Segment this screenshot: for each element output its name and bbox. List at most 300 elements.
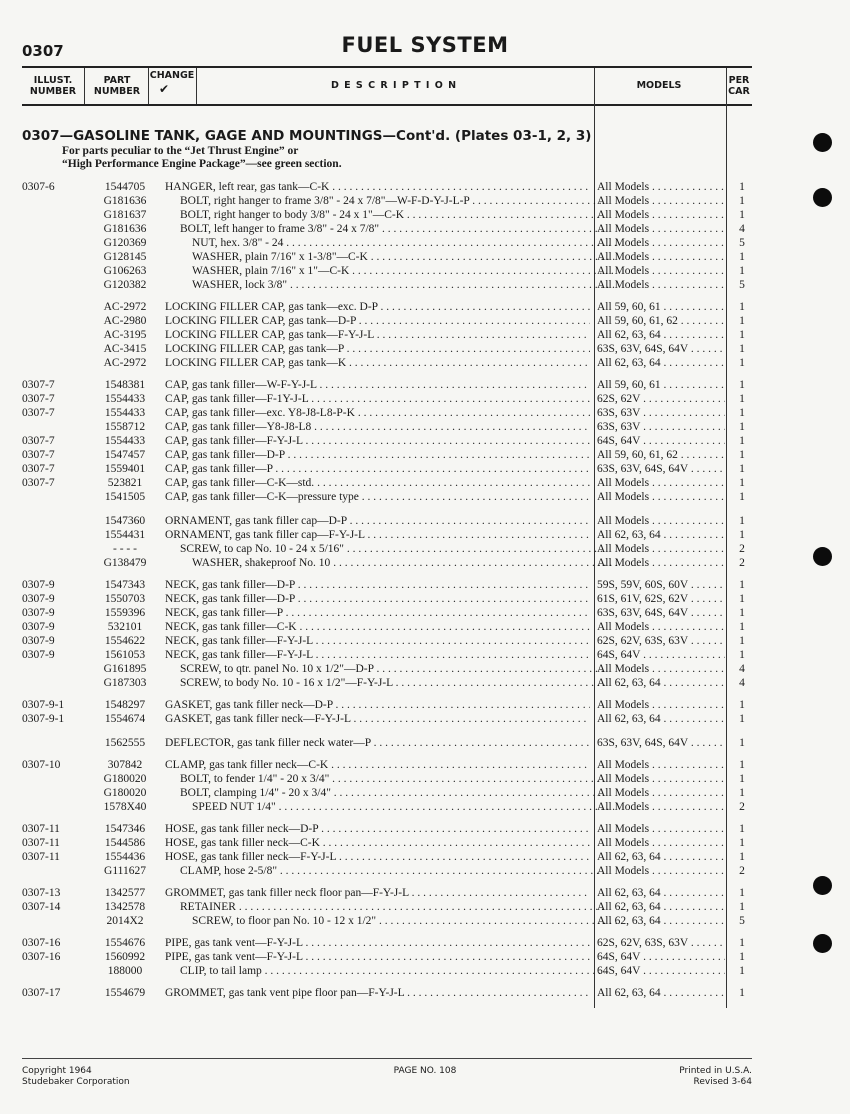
models: All Models . . . xyxy=(597,800,725,814)
per-car: 1 xyxy=(739,329,745,341)
per-car: 1 xyxy=(739,477,745,489)
models: All Models . . . xyxy=(597,514,725,528)
part-number: 1554674 xyxy=(104,713,146,725)
table-row xyxy=(0,936,850,950)
per-car: 1 xyxy=(739,407,745,419)
illust-number: 0307-11 xyxy=(22,823,60,835)
per-car: 1 xyxy=(739,379,745,391)
table-row xyxy=(0,648,850,662)
models: All 62, 63, 64 . . . xyxy=(597,328,725,342)
table-row xyxy=(0,914,850,928)
illust-number: 0307-13 xyxy=(22,887,61,899)
illust-number: 0307-7 xyxy=(22,463,55,475)
part-number: G180020 xyxy=(103,773,147,785)
check-mark-icon: ✔ xyxy=(158,82,170,96)
illust-number: 0307-16 xyxy=(22,951,61,963)
illust-number: 0307-9 xyxy=(22,635,55,647)
table-row xyxy=(0,864,850,878)
table-row xyxy=(0,222,850,236)
per-car: 1 xyxy=(739,699,745,711)
per-car: 1 xyxy=(739,209,745,221)
part-number: 1554433 xyxy=(104,435,146,447)
description: CAP, gas tank filler—P . . . xyxy=(165,462,590,476)
table-row xyxy=(0,662,850,676)
description: LOCKING FILLER CAP, gas tank—D-P . . . xyxy=(165,314,590,328)
models: All Models . . . xyxy=(597,758,725,772)
table-row xyxy=(0,836,850,850)
per-car: 2 xyxy=(739,801,745,813)
part-number: G128145 xyxy=(103,251,147,263)
table-row xyxy=(0,476,850,490)
table-row xyxy=(0,208,850,222)
models: All Models . . . xyxy=(597,772,725,786)
part-number: 307842 xyxy=(107,759,143,771)
illust-header: ILLUST. NUMBER xyxy=(29,75,77,97)
part-number: G138479 xyxy=(103,557,147,569)
models: All 62, 63, 64 . . . xyxy=(597,900,725,914)
per-car: 1 xyxy=(739,515,745,527)
table-row xyxy=(0,250,850,264)
models: All 62, 63, 64 . . . xyxy=(597,528,725,542)
models: All Models . . . xyxy=(597,864,725,878)
per-car: 4 xyxy=(739,677,745,689)
part-number: 1561053 xyxy=(104,649,146,661)
illust-number: 0307-10 xyxy=(22,759,61,771)
part-number: AC-2972 xyxy=(103,357,147,369)
per-car: 1 xyxy=(739,195,745,207)
table-row xyxy=(0,448,850,462)
per-car: 5 xyxy=(739,915,745,927)
part-number: 1554622 xyxy=(104,635,146,647)
models: All 62, 63, 64 . . . xyxy=(597,712,725,726)
models: 63S, 63V, 64S, 64V . . . xyxy=(597,342,725,356)
description: NECK, gas tank filler—C-K . . . xyxy=(165,620,590,634)
description: BOLT, right hanger to body 3/8" - 24 x 1"—C-K . . . xyxy=(165,208,605,222)
description-header: D E S C R I P T I O N xyxy=(330,80,458,91)
per-car: 4 xyxy=(739,663,745,675)
part-number: 1544705 xyxy=(104,181,146,193)
part-number: G181636 xyxy=(103,223,147,235)
table-row xyxy=(0,194,850,208)
models: All Models . . . xyxy=(597,194,725,208)
part-number: 1562555 xyxy=(104,737,146,749)
table-row xyxy=(0,886,850,900)
models: 63S, 63V . . . xyxy=(597,406,725,420)
per-car: 5 xyxy=(739,237,745,249)
description: NECK, gas tank filler—P . . . xyxy=(165,606,590,620)
binder-hole xyxy=(813,133,832,152)
description: ORNAMENT, gas tank filler cap—D-P . . . xyxy=(165,514,590,528)
models: All Models . . . xyxy=(597,222,725,236)
table-row xyxy=(0,328,850,342)
part-number: G111627 xyxy=(104,865,146,877)
part-number: 523821 xyxy=(107,477,143,489)
illust-number: 0307-14 xyxy=(22,901,61,913)
models: All Models . . . xyxy=(597,556,725,570)
illust-number: 0307-11 xyxy=(22,837,60,849)
table-row xyxy=(0,462,850,476)
part-number: 1547360 xyxy=(104,515,146,527)
per-car: 1 xyxy=(739,951,745,963)
per-car: 2 xyxy=(739,557,745,569)
table-row xyxy=(0,698,850,712)
table-row xyxy=(0,314,850,328)
per-car: 1 xyxy=(739,607,745,619)
illust-number: 0307-9 xyxy=(22,649,55,661)
part-number: 1558712 xyxy=(104,421,146,433)
models: 63S, 63V, 64S, 64V . . . xyxy=(597,736,725,750)
models: 61S, 61V, 62S, 62V . . . xyxy=(597,592,725,606)
part-number: AC-2980 xyxy=(103,315,147,327)
description: PIPE, gas tank vent—F-Y-J-L . . . xyxy=(165,950,590,964)
table-row xyxy=(0,300,850,314)
models: 64S, 64V . . . xyxy=(597,434,725,448)
per-car: 1 xyxy=(739,181,745,193)
part-number: 1559401 xyxy=(104,463,146,475)
per-car: 1 xyxy=(739,737,745,749)
footer-printed: Printed in U.S.A. Revised 3-64 xyxy=(679,1066,752,1087)
table-row xyxy=(0,180,850,194)
table-row xyxy=(0,490,850,504)
table-row xyxy=(0,278,850,292)
part-number: 1547343 xyxy=(104,579,146,591)
models: All Models . . . xyxy=(597,786,725,800)
part-number: AC-3415 xyxy=(103,343,147,355)
table-row xyxy=(0,950,850,964)
per-car: 1 xyxy=(739,773,745,785)
part-number: 1550703 xyxy=(104,593,146,605)
description: WASHER, shakeproof No. 10 . . . xyxy=(165,556,617,570)
per-car: 1 xyxy=(739,901,745,913)
per-car: 1 xyxy=(739,357,745,369)
models: 63S, 63V, 64S, 64V . . . xyxy=(597,606,725,620)
part-number: 1342577 xyxy=(104,887,146,899)
table-row xyxy=(0,420,850,434)
table-row xyxy=(0,378,850,392)
models: All 59, 60, 61, 62 . . . xyxy=(597,448,725,462)
description: LOCKING FILLER CAP, gas tank—P . . . xyxy=(165,342,590,356)
divider xyxy=(196,68,197,104)
models: All 59, 60, 61, 62 . . . xyxy=(597,314,725,328)
description: WASHER, plain 7/16" x 1"—C-K . . . xyxy=(165,264,617,278)
models: All 62, 63, 64 . . . xyxy=(597,914,725,928)
description: BOLT, right hanger to frame 3/8" - 24 x 7/8"—W-F-D-Y-J-L-P . . . xyxy=(165,194,605,208)
column-header xyxy=(22,66,752,106)
per-car: 1 xyxy=(739,937,745,949)
per-car: 4 xyxy=(739,223,745,235)
per-car: 1 xyxy=(739,491,745,503)
per-car: 1 xyxy=(739,343,745,355)
table-row xyxy=(0,606,850,620)
per-car: 1 xyxy=(739,837,745,849)
description: CAP, gas tank filler—F-1Y-J-L . . . xyxy=(165,392,590,406)
models: All 62, 63, 64 . . . xyxy=(597,886,725,900)
part-number: 1559396 xyxy=(104,607,146,619)
table-row xyxy=(0,900,850,914)
description: SCREW, to floor pan No. 10 - 12 x 1/2" . . . xyxy=(165,914,617,928)
illust-number: 0307-6 xyxy=(22,181,55,193)
part-number: 1554431 xyxy=(104,529,146,541)
description: NECK, gas tank filler—D-P . . . xyxy=(165,592,590,606)
illust-number: 0307-9 xyxy=(22,621,55,633)
models: All Models . . . xyxy=(597,620,725,634)
table-row xyxy=(0,556,850,570)
part-number: 1547346 xyxy=(104,823,146,835)
per-car: 1 xyxy=(739,649,745,661)
table-row xyxy=(0,772,850,786)
page-title: FUEL SYSTEM xyxy=(341,33,509,57)
part-number: - - - - xyxy=(113,543,137,555)
table-row xyxy=(0,736,850,750)
footer-copyright: Copyright 1964 Studebaker Corporation xyxy=(22,1066,130,1087)
table-row xyxy=(0,406,850,420)
part-number: AC-3195 xyxy=(103,329,147,341)
part-number: 1578X40 xyxy=(103,801,147,813)
models: All 59, 60, 61 . . . xyxy=(597,378,725,392)
illust-number: 0307-7 xyxy=(22,393,55,405)
description: CLAMP, hose 2-5/8" . . . xyxy=(165,864,605,878)
illust-number: 0307-11 xyxy=(22,851,60,863)
illust-number: 0307-9 xyxy=(22,607,55,619)
part-number: 1547457 xyxy=(104,449,146,461)
illust-number: 0307-9-1 xyxy=(22,699,65,711)
models: 62S, 62V, 63S, 63V . . . xyxy=(597,936,725,950)
table-row xyxy=(0,786,850,800)
per-car: 1 xyxy=(739,579,745,591)
part-number: G187303 xyxy=(103,677,147,689)
description: NUT, hex. 3/8" - 24 . . . xyxy=(165,236,617,250)
per-car: 2 xyxy=(739,865,745,877)
description: RETAINER . . . xyxy=(165,900,605,914)
table-row xyxy=(0,758,850,772)
part-number: 188000 xyxy=(107,965,143,977)
part-number: 1548381 xyxy=(104,379,146,391)
models: 64S, 64V . . . xyxy=(597,950,725,964)
description: HOSE, gas tank filler neck—C-K . . . xyxy=(165,836,590,850)
description: CAP, gas tank filler—C-K—pressure type . . . xyxy=(165,490,590,504)
part-number: 532101 xyxy=(107,621,143,633)
part-number: G120382 xyxy=(103,279,147,291)
illust-number: 0307-16 xyxy=(22,937,61,949)
per-car: 1 xyxy=(739,887,745,899)
description: CAP, gas tank filler—W-F-Y-J-L . . . xyxy=(165,378,590,392)
table-row xyxy=(0,542,850,556)
description: SPEED NUT 1/4" . . . xyxy=(165,800,617,814)
per-car: 1 xyxy=(739,851,745,863)
illust-number: 0307-9-1 xyxy=(22,713,65,725)
description: GASKET, gas tank filler neck—D-P . . . xyxy=(165,698,590,712)
section-note: For parts peculiar to the “Jet Thrust Engine” or xyxy=(62,145,299,157)
part-number: 1554436 xyxy=(104,851,146,863)
part-number: G120369 xyxy=(103,237,147,249)
models: All 62, 63, 64 . . . xyxy=(597,676,725,690)
description: BOLT, left hanger to frame 3/8" - 24 x 7/8" . . . xyxy=(165,222,605,236)
models: All Models . . . xyxy=(597,208,725,222)
per-car-header: PER CAR xyxy=(728,75,750,97)
description: BOLT, to fender 1/4" - 20 x 3/4" . . . xyxy=(165,772,605,786)
models: All 62, 63, 64 . . . xyxy=(597,356,725,370)
per-car: 1 xyxy=(739,435,745,447)
table-row xyxy=(0,964,850,978)
description: WASHER, lock 3/8" . . . xyxy=(165,278,617,292)
table-row xyxy=(0,800,850,814)
description: ORNAMENT, gas tank filler cap—F-Y-J-L . . . xyxy=(165,528,590,542)
models: All Models . . . xyxy=(597,250,725,264)
per-car: 1 xyxy=(739,393,745,405)
description: SCREW, to body No. 10 - 16 x 1/2"—F-Y-J-L . . . xyxy=(165,676,605,690)
models: All Models . . . xyxy=(597,278,725,292)
footer-rule xyxy=(22,1058,752,1059)
illust-number: 0307-7 xyxy=(22,449,55,461)
models: All Models . . . xyxy=(597,180,725,194)
table-row xyxy=(0,514,850,528)
models: All Models . . . xyxy=(597,822,725,836)
part-number: 1554679 xyxy=(104,987,146,999)
models: All Models . . . xyxy=(597,490,725,504)
part-number: 1342578 xyxy=(104,901,146,913)
models: 62S, 62V, 63S, 63V . . . xyxy=(597,634,725,648)
part-number: G180020 xyxy=(103,787,147,799)
per-car: 1 xyxy=(739,965,745,977)
divider xyxy=(84,68,85,104)
part-number: G181637 xyxy=(103,209,147,221)
description: NECK, gas tank filler—D-P . . . xyxy=(165,578,590,592)
table-row xyxy=(0,676,850,690)
description: CAP, gas tank filler—exc. Y8-J8-L8-P-K . . . xyxy=(165,406,590,420)
per-car: 1 xyxy=(739,449,745,461)
per-car: 1 xyxy=(739,621,745,633)
models: 59S, 59V, 60S, 60V . . . xyxy=(597,578,725,592)
models: 63S, 63V, 64S, 64V . . . xyxy=(597,462,725,476)
description: CAP, gas tank filler—Y8-J8-L8 . . . xyxy=(165,420,590,434)
table-row xyxy=(0,822,850,836)
table-row xyxy=(0,634,850,648)
table-row xyxy=(0,528,850,542)
table-row xyxy=(0,578,850,592)
models: All Models . . . xyxy=(597,236,725,250)
illust-number: 0307-7 xyxy=(22,407,55,419)
per-car: 1 xyxy=(739,421,745,433)
part-number: 1548297 xyxy=(104,699,146,711)
table-row xyxy=(0,712,850,726)
models: All Models . . . xyxy=(597,836,725,850)
table-row xyxy=(0,342,850,356)
models: All Models . . . xyxy=(597,476,725,490)
per-car: 2 xyxy=(739,543,745,555)
models: 64S, 64V . . . xyxy=(597,648,725,662)
illust-number: 0307-7 xyxy=(22,477,55,489)
table-row xyxy=(0,356,850,370)
table-row xyxy=(0,620,850,634)
description: LOCKING FILLER CAP, gas tank—F-Y-J-L . . . xyxy=(165,328,590,342)
description: LOCKING FILLER CAP, gas tank—K . . . xyxy=(165,356,590,370)
per-car: 5 xyxy=(739,279,745,291)
description: HOSE, gas tank filler neck—F-Y-J-L . . . xyxy=(165,850,590,864)
section-title: 0307—GASOLINE TANK, GAGE AND MOUNTINGS—Cont'd. (Plates 03-1, 2, 3) xyxy=(22,128,592,144)
description: DEFLECTOR, gas tank filler neck water—P . . . xyxy=(165,736,590,750)
description: CAP, gas tank filler—F-Y-J-L . . . xyxy=(165,434,590,448)
description: HANGER, left rear, gas tank—C-K . . . xyxy=(165,180,590,194)
illust-number: 0307-17 xyxy=(22,987,61,999)
description: GROMMET, gas tank filler neck floor pan—F-Y-J-L . . . xyxy=(165,886,590,900)
part-number: G181636 xyxy=(103,195,147,207)
part-number: 1560992 xyxy=(104,951,146,963)
change-header: CHANGE ✔ xyxy=(148,70,196,106)
description: SCREW, to qtr. panel No. 10 x 1/2"—D-P . . . xyxy=(165,662,605,676)
per-car: 1 xyxy=(739,787,745,799)
illust-number: 0307-7 xyxy=(22,379,55,391)
table-row xyxy=(0,392,850,406)
per-car: 1 xyxy=(739,987,745,999)
description: NECK, gas tank filler—F-Y-J-L . . . xyxy=(165,648,590,662)
description: CAP, gas tank filler—D-P . . . xyxy=(165,448,590,462)
models: All Models . . . xyxy=(597,264,725,278)
table-row xyxy=(0,592,850,606)
part-number: G106263 xyxy=(103,265,147,277)
section-note: “High Performance Engine Package”—see green section. xyxy=(62,158,342,170)
part-number: 1544586 xyxy=(104,837,146,849)
illust-number: 0307-7 xyxy=(22,435,55,447)
footer-page-number: PAGE NO. 108 xyxy=(393,1066,457,1076)
models: 63S, 63V . . . xyxy=(597,420,725,434)
description: PIPE, gas tank vent—F-Y-J-L . . . xyxy=(165,936,590,950)
per-car: 1 xyxy=(739,301,745,313)
description: HOSE, gas tank filler neck—D-P . . . xyxy=(165,822,590,836)
per-car: 1 xyxy=(739,463,745,475)
table-row xyxy=(0,986,850,1000)
per-car: 1 xyxy=(739,635,745,647)
per-car: 1 xyxy=(739,713,745,725)
page-code: 0307 xyxy=(22,42,64,60)
part-number: 1541505 xyxy=(104,491,146,503)
per-car: 1 xyxy=(739,251,745,263)
description: NECK, gas tank filler—F-Y-J-L . . . xyxy=(165,634,590,648)
table-row xyxy=(0,264,850,278)
part-header: PART NUMBER xyxy=(93,75,141,97)
description: SCREW, to cap No. 10 - 24 x 5/16" . . . xyxy=(165,542,605,556)
models: All Models . . . xyxy=(597,662,725,676)
models: All Models . . . xyxy=(597,698,725,712)
description: WASHER, plain 7/16" x 1-3/8"—C-K . . . xyxy=(165,250,617,264)
description: BOLT, clamping 1/4" - 20 x 3/4" . . . xyxy=(165,786,605,800)
part-number: 1554676 xyxy=(104,937,146,949)
table-row xyxy=(0,434,850,448)
part-number: 1554433 xyxy=(104,407,146,419)
models: 64S, 64V . . . xyxy=(597,964,725,978)
per-car: 1 xyxy=(739,315,745,327)
illust-number: 0307-9 xyxy=(22,593,55,605)
description: GASKET, gas tank filler neck—F-Y-J-L . . . xyxy=(165,712,590,726)
per-car: 1 xyxy=(739,529,745,541)
description: CLAMP, gas tank filler neck—C-K . . . xyxy=(165,758,590,772)
table-row xyxy=(0,236,850,250)
per-car: 1 xyxy=(739,759,745,771)
description: CAP, gas tank filler—C-K—std. . . . xyxy=(165,476,590,490)
models: All 59, 60, 61 . . . xyxy=(597,300,725,314)
divider xyxy=(594,68,595,104)
part-number: G161895 xyxy=(103,663,147,675)
part-number: AC-2972 xyxy=(103,301,147,313)
description: GROMMET, gas tank vent pipe floor pan—F-Y-J-L . . . xyxy=(165,986,590,1000)
divider xyxy=(148,68,149,104)
models: All 62, 63, 64 . . . xyxy=(597,986,725,1000)
per-car: 1 xyxy=(739,823,745,835)
per-car: 1 xyxy=(739,593,745,605)
description: LOCKING FILLER CAP, gas tank—exc. D-P . . . xyxy=(165,300,590,314)
models: 62S, 62V . . . xyxy=(597,392,725,406)
table-row xyxy=(0,850,850,864)
illust-number: 0307-9 xyxy=(22,579,55,591)
